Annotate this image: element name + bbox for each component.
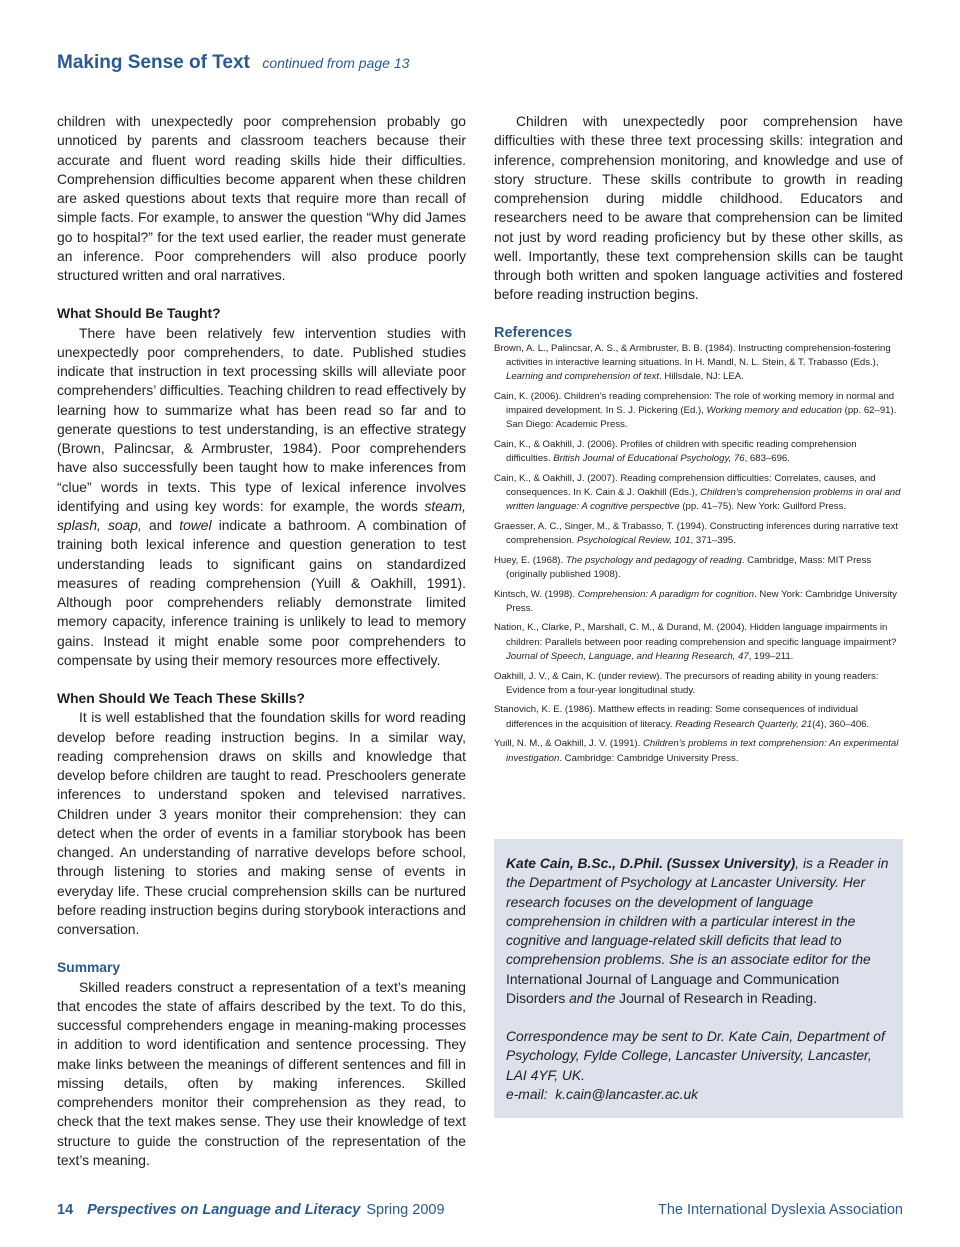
right-column [494, 112, 903, 771]
reference-details: , 683–696. [744, 452, 790, 464]
author-bio-box [494, 839, 903, 1118]
left-column [57, 112, 466, 1170]
reference-source: Children’s problems in text comprehension: An experimental investigation [506, 738, 899, 764]
reference-item [494, 554, 903, 582]
intro-paragraph: children with unexpectedly poor comprehension probably go unnoticed by parents and classroom teachers because their accurate and fluent word reading skills hide their difficulties. Comprehension difficulties become apparent when these children are asked questions about texts that require more than recall of simple facts. For example, to answer the question “Why did James go to hospital?” for the text used earlier, the reader must generate an inference. Poor comprehenders will also produce poorly structured written and oral narratives. [57, 113, 466, 283]
when-heading: When Should We Teach These Skills? [57, 690, 305, 706]
reference-details: , 371–395. [690, 534, 736, 546]
taught-towel: towel [179, 517, 212, 533]
taught-text-1: There have been relatively few intervention studies with unexpectedly poor comprehenders, to date. Published studies indicate that instruction in text processing skills will alleviate poor comprehenders’ difficulties. Teaching children to read effectively by learning how to summarize what has been read so far and to generate questions to test understanding, is an effective strategy (Brown, Palincsar, & Armbruster, 1984). Poor comprehenders have also successfully been taught how to make inferences from “clue” words in texts. This type of lexical inference involves identifying and using key words: for example, the words [57, 324, 466, 514]
reference-text: Stanovich, K. E. (1986). Matthew effects in reading: Some consequences of individual differences in the acquisition of literacy. [494, 704, 859, 730]
running-header [57, 52, 409, 74]
issue-season: Spring 2009 [366, 1202, 445, 1218]
reference-text: Brown, A. L., Palincsar, A. S., & Armbruster, B. B. (1984). Instructing comprehension-fostering activities in interactive learning situations. In H. Mandl, N. L. Stein, & T. Trabasso (Eds.), [494, 342, 891, 368]
reference-details: (4), 360–406. [812, 718, 870, 730]
reference-item [494, 621, 903, 664]
taught-words: steam, splash, soap, [57, 497, 466, 533]
email-label: e-mail: [506, 1085, 548, 1102]
footer-organization: The International Dyslexia Association [657, 1202, 903, 1218]
reference-source: Reading Research Quarterly, 21 [675, 718, 813, 730]
footer-left [57, 1202, 445, 1218]
references-list [494, 342, 903, 766]
reference-source: Journal of Speech, Language, and Hearing Research, 47 [506, 650, 749, 662]
reference-item [494, 703, 903, 731]
continued-note: continued from page 13 [262, 55, 410, 71]
reference-text: Oakhill, J. V., & Cain, K. (under review). The precursors of reading ability in young readers: Evidence from a four-year longitudinal study. [494, 670, 879, 696]
reference-details: (pp. 41–75). New York: Guilford Press. [679, 501, 847, 513]
reference-text: Cain, K. (2006). Children’s reading comprehension: The role of working memory in normal and impaired development. In S. J. Pickering (Ed.), [494, 390, 895, 416]
reference-source: Children’s comprehension problems in oral and written language: A cognitive perspective [506, 486, 901, 513]
reference-source: British Journal of Educational Psychology, 76 [553, 452, 745, 464]
summary-heading: Summary [57, 959, 121, 976]
reference-item [494, 737, 903, 765]
publication-name: Perspectives on Language and Literacy [87, 1202, 361, 1218]
page-number: 14 [57, 1202, 74, 1218]
reference-item [494, 438, 903, 466]
reference-item [494, 670, 903, 698]
reference-source: Comprehension: A paradigm for cognition [577, 588, 755, 600]
bio-and: and the [565, 989, 620, 1006]
author-name: Kate Cain, B.Sc., D.Phil. (Sussex University) [506, 855, 796, 871]
reference-details: , 199–211. [748, 650, 794, 662]
when-paragraph: It is well established that the foundation skills for word reading develop before reading instruction begins. In a similar way, reading comprehension draws on skills and knowledge that develop before children are taught to read. Preschoolers generate inferences to understand spoken and televised narratives. Children under 3 years monitor their comprehension: they can detect when the order of events in a familiar storybook has been changed. An understanding of narrative develops before school, through listening to stories and making sense of events in everyday life. These crucial comprehension skills can be nurtured before reading instruction begins during storybook interactions and conversation. [57, 709, 466, 937]
reference-text: Graesser, A. C., Singer, M., & Trabasso, T. (1994). Constructing inferences during narrative text comprehension. [494, 520, 899, 546]
email-line [506, 1085, 891, 1104]
reference-item [494, 390, 903, 433]
reference-source: Learning and comprehension of text [506, 370, 660, 382]
reference-text: Yuill, N. M., & Oakhill, J. V. (1991). [494, 738, 643, 750]
reference-details: . Cambridge: Cambridge University Press. [559, 752, 739, 764]
references-heading: References [494, 324, 573, 341]
bio-journal-1: International Journal of Language and Communication Disorders [506, 970, 840, 1006]
reference-details: . New York: Cambridge University Press. [506, 588, 897, 614]
reference-details: . Cambridge, Mass: MIT Press (originally published 1908). [506, 554, 872, 580]
reference-item [494, 520, 903, 548]
reference-item [494, 342, 903, 385]
reference-source: The psychology and pedagogy of reading [565, 554, 742, 566]
taught-heading: What Should Be Taught? [57, 305, 221, 322]
taught-and: and [149, 517, 173, 533]
reference-details: (pp. 62–91). San Diego: Academic Press. [506, 404, 897, 431]
summary-paragraph: Skilled readers construct a representation of a text’s meaning that encodes the state of affairs described by the text. To do this, successful comprehenders engage in meaning-making processes in addition to word identification and sentence processing. They make links between the meanings of different sentences and fill in missing details, often by making inferences. Skilled comprehenders monitor their comprehension as they read, to check that the text makes sense. They use their knowledge of text structure to guide the construction of the representation of the text’s meaning. [57, 978, 466, 1168]
reference-source: Working memory and education [706, 404, 842, 416]
reference-details: . Hillsdale, NJ: LEA. [659, 370, 744, 382]
reference-item [494, 472, 903, 515]
bio-text: , is a Reader in the Department of Psychology at Lancaster University. Her research focuses on the development of language comprehension in children with a particular interest in the cognitive and language-related skill deficits that lead to comprehension problems. She is an associate editor for the [506, 855, 889, 968]
reference-text: Kintsch, W. (1998). [494, 588, 578, 600]
reference-item [494, 588, 903, 616]
reference-text: Cain, K., & Oakhill, J. (2006). Profiles of children with specific reading comprehension difficulties. [494, 438, 857, 464]
correspondence: Correspondence may be sent to Dr. Kate Cain, Department of Psychology, Fylde College, Lancaster University, Lancaster, LAI 4YF, UK. [506, 1028, 885, 1083]
article-title: Making Sense of Text [57, 52, 250, 73]
reference-text: Nation, K., Clarke, P., Marshall, C. M., & Durand, M. (2004). Hidden language impairments in children: Parallels between poor reading comprehension and specific language impairment? [494, 622, 897, 648]
reference-text: Huey, E. (1968). [494, 554, 566, 566]
taught-text-2: indicate a bathroom. A combination of training both lexical inference and question generation to test understanding leads to significant gains on standardized measures of reading comprehension (Yuill & Oakhill, 1991). Although poor comprehenders reliably demonstrate limited memory capacity, inference training is unlikely to lead to memory gains. Instead it might enable some poor comprehenders to compensate by using their memory resources more effectively. [57, 517, 466, 668]
reference-text: Cain, K., & Oakhill, J. (2007). Reading comprehension difficulties: Correlates, causes, and consequences. In K. Cain & J. Oakhill (Eds.), [494, 472, 876, 498]
author-bio [506, 854, 891, 1008]
taught-paragraph [57, 324, 466, 671]
reference-source: Psychological Review, 101 [576, 534, 691, 546]
email-address[interactable]: k.cain@lancaster.ac.uk [555, 1085, 699, 1102]
bio-journal-2: Journal of Research in Reading. [619, 989, 817, 1006]
right-intro-paragraph: Children with unexpectedly poor comprehension have difficulties with these three text processing skills: integration and inference, comprehension monitoring, and knowledge and use of story structure. These skills contribute to growth in reading comprehension during middle childhood. Educators and researchers need to be aware that comprehension can be limited not just by word reading proficiency but by these other skills, as well. Importantly, these text comprehension skills can be taught through both written and spoken language activities and fostered before reading instruction begins. [494, 113, 903, 303]
